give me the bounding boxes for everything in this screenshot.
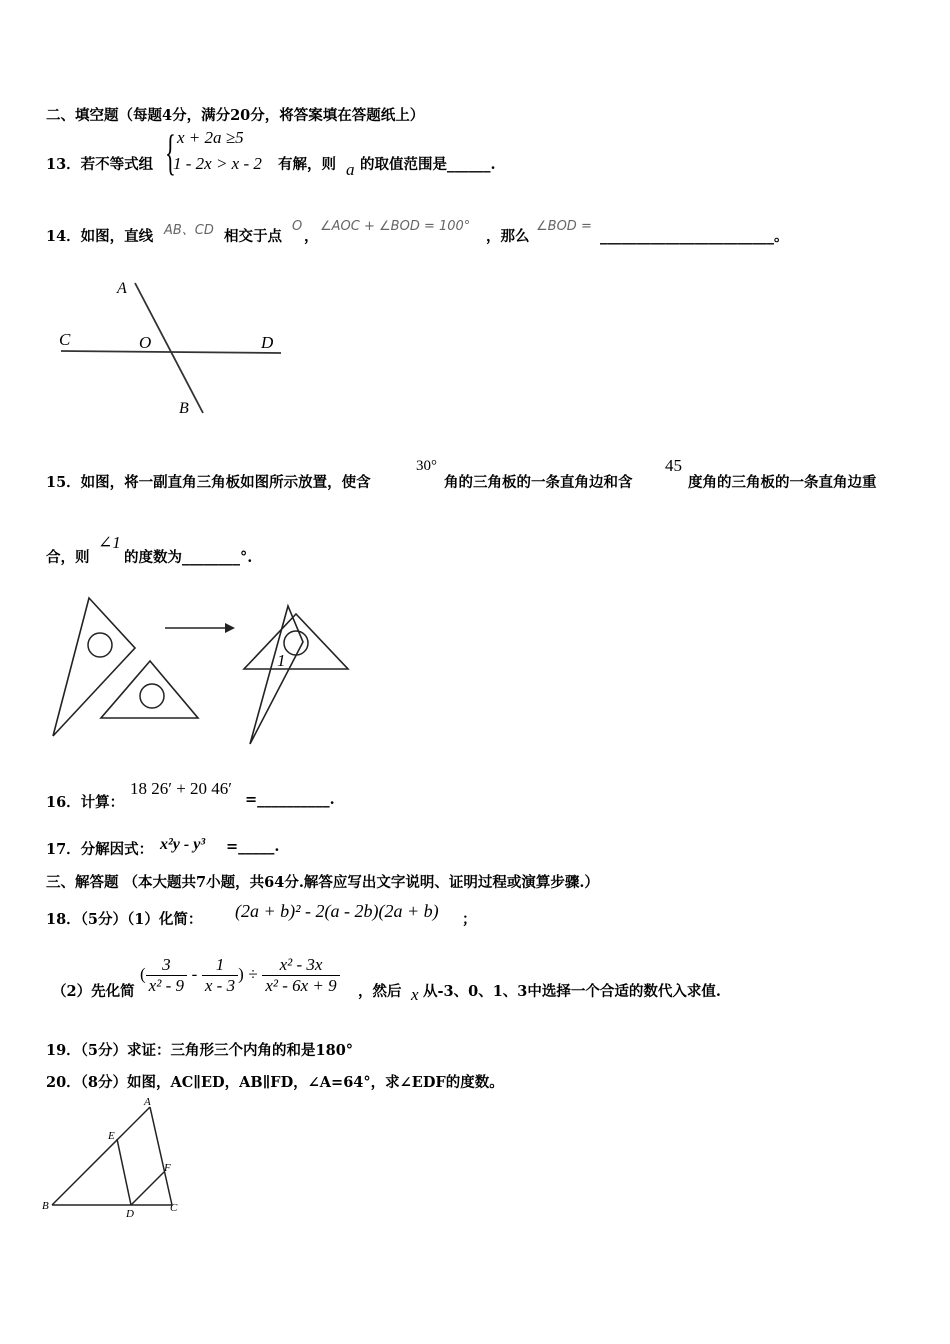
segment-ac [150,1107,172,1205]
label-a: A [117,280,127,297]
label-o: O [139,333,152,352]
fraction-2-denominator: x - 3 [202,975,238,996]
q16-tail: =__________. [245,791,335,808]
label-a: A [144,1096,151,1108]
arrow-head [225,623,235,633]
angle-label-1: 1 [277,651,286,670]
fraction-1-denominator: x² - 9 [146,975,187,996]
q14-figure [55,275,295,420]
segment-ab [52,1107,150,1205]
q20-text: 20．（8分）如图，AC∥ED，AB∥FD，∠A=64°，求∠EDF的度数。 [46,1074,504,1091]
q14-point-o: O [292,219,303,234]
minus-sign: - [191,964,198,984]
q18-number: 18．（5分）（1）化简： [46,911,203,928]
q14-number: 14．如图，直线 [46,228,154,245]
q16-number: 16．计算： [46,794,125,811]
q18-expression2 [140,955,340,996]
q18-part2c: 从-3、0、1、3中选择一个合适的数代入求值. [423,983,721,1000]
label-f: F [164,1162,171,1174]
label-b: B [42,1200,49,1212]
q16-expr: 18 26′ + 20 46′ [130,779,233,798]
left-brace: { [165,124,176,180]
fraction-2-numerator: 1 [215,955,225,974]
q14-mid2: ，那么 [486,228,530,245]
close-paren: ) [238,964,244,984]
fraction-3-numerator: x² - 3x [279,955,323,974]
q18-xvar: x [411,985,419,1004]
fraction-1 [146,955,187,996]
combined-triangle-30 [250,606,303,744]
q13-tail: 的取值范围是______. [360,156,496,173]
q20-figure [40,1095,200,1223]
divide-sign: ÷ [248,964,258,984]
q17-tail: =_____. [226,838,280,855]
q14-tail: ________________________。 [600,228,789,245]
label-d: D [126,1208,134,1220]
q15-line2b: 的度数为________°. [124,549,253,566]
q18-part2b: ，然后 [358,983,402,1000]
fraction-3 [262,955,339,996]
triangle-30-hole [88,633,112,657]
q15-deg45: 45 [665,456,682,475]
q18-part2: （2）先化简 [52,983,135,1000]
combined-hole [284,631,308,655]
segment-ed [117,1139,131,1205]
q14-condition: ∠AOC + ∠BOD = 100° [320,219,471,234]
triangle-30 [53,598,135,736]
fraction-2 [202,955,238,996]
q19-text: 19．（5分）求证：三角形三个内角的和是180° [46,1042,354,1059]
label-b: B [179,400,189,417]
combined-triangle-45 [244,614,348,669]
q14-comma: ， [304,228,319,245]
fraction-1-numerator: 3 [162,955,171,974]
q14-mid1: 相交于点 [224,228,282,245]
q13-inequality-2: 1 - 2x > x - 2 [173,154,262,173]
label-d: D [261,333,274,352]
label-e: E [108,1130,115,1142]
q17-number: 17．分解因式： [46,841,154,858]
q18-expr: (2a + b)² - 2(a - 2b)(2a + b) [235,901,439,921]
q15-line1a: 15．如图，将一副直角三角板如图所示放置，使含 [46,474,371,491]
q17-expr: x²y - y³ [160,836,206,853]
q15-deg30: 30° [416,458,437,474]
q13-inequality-system [165,124,285,180]
q14-angle-bod: ∠BOD = [536,219,592,234]
segment-df [131,1172,164,1205]
section3-heading: 三、解答题 （本大题共7小题，共64分.解答应写出文字说明、证明过程或演算步骤.） [46,874,599,891]
q13-mid: 有解，则 [278,156,336,173]
open-paren: ( [140,964,146,984]
section2-heading: 二、填空题（每题4分，满分20分，将答案填在答题纸上） [46,107,425,124]
label-c: C [170,1202,178,1214]
q13-var: a [346,160,355,179]
q13-number: 13．若不等式组 [46,156,154,173]
q18-end: ； [462,911,477,928]
q15-angle1: ∠1 [98,533,121,552]
q13-inequality-1: x + 2a ≥5 [177,128,244,147]
triangle-45-hole [140,684,164,708]
q15-line1c: 度角的三角板的一条直角边重 [688,474,877,491]
fraction-3-denominator: x² - 6x + 9 [262,975,339,996]
q15-figure [45,590,365,755]
q15-line2a: 合，则 [46,549,90,566]
label-c: C [59,330,71,349]
q15-line1b: 角的三角板的一条直角边和含 [444,474,633,491]
q14-lines: AB、CD [164,223,214,238]
